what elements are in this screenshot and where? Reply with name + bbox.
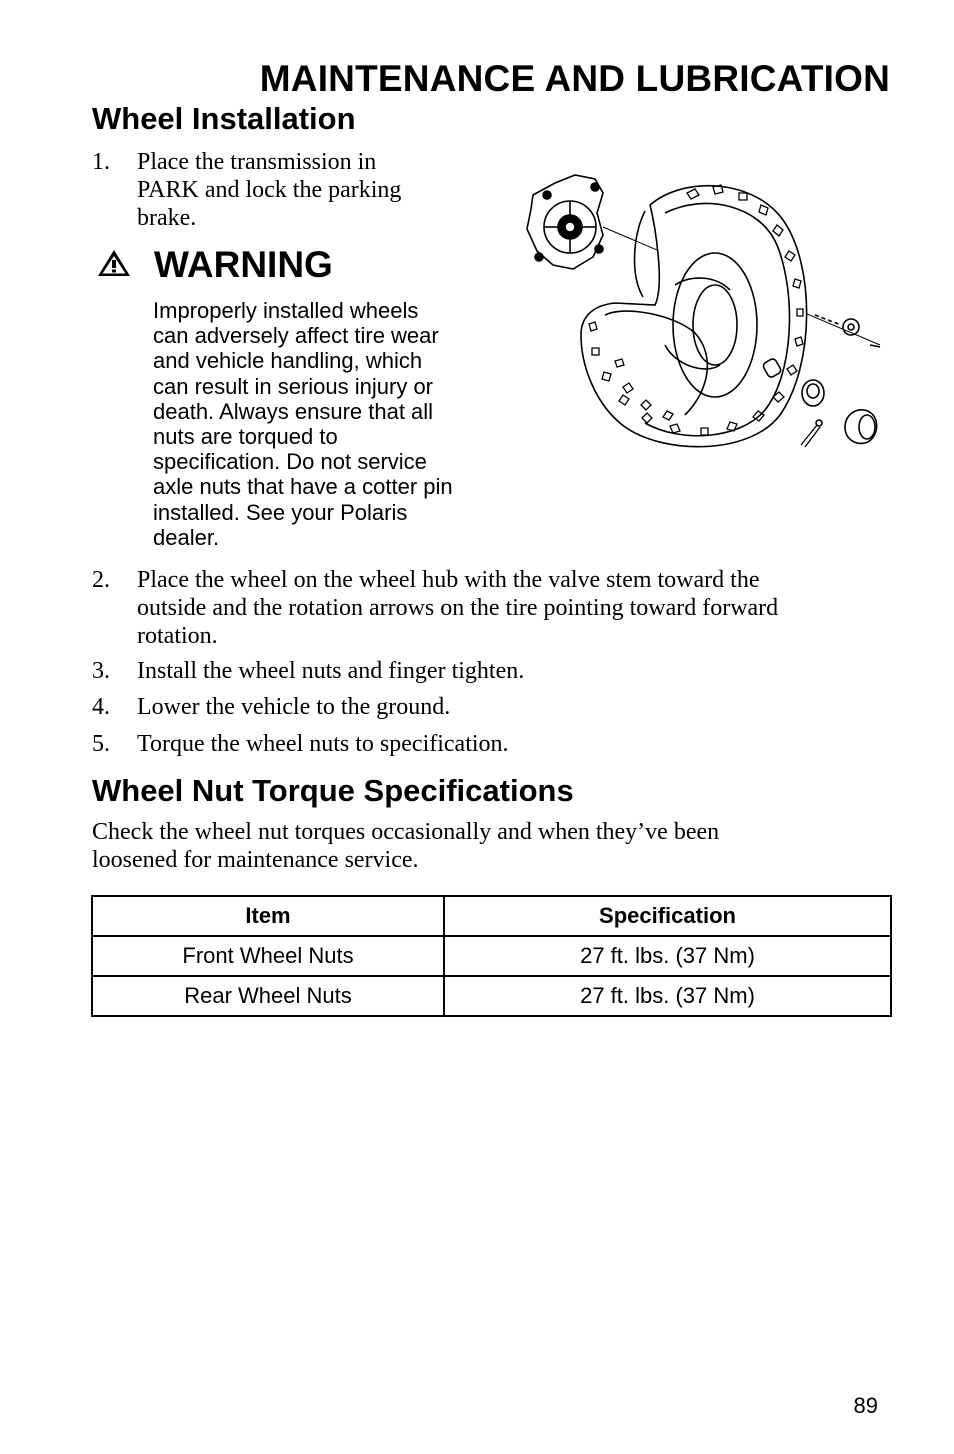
section-heading-wheel-installation: Wheel Installation — [92, 101, 356, 136]
step-line: Lower the vehicle to the ground. — [137, 694, 451, 720]
table-row — [92, 936, 891, 976]
step-2 — [92, 566, 778, 650]
step-number: 2. — [92, 567, 110, 593]
warning-text — [153, 298, 503, 550]
step-5 — [92, 730, 509, 758]
torque-spec-table — [91, 895, 892, 1017]
warning-label: WARNING — [154, 244, 333, 285]
warning-line: nuts are torqued to — [153, 424, 338, 450]
table-header-row — [92, 896, 891, 936]
table-cell-specification: 27 ft. lbs. (37 Nm) — [444, 936, 891, 976]
step-line: outside and the rotation arrows on the tire pointing toward forward — [137, 595, 779, 621]
paragraph-line: Check the wheel nut torques occasionally and when they’ve been — [92, 819, 720, 845]
step-line: Place the wheel on the wheel hub with the valve stem toward the — [137, 567, 760, 593]
wheel-hub-drawing — [527, 175, 603, 269]
warning-line: Improperly installed wheels — [153, 298, 419, 323]
step-number: 4. — [92, 694, 110, 720]
torque-paragraph — [92, 818, 892, 874]
warning-line: and vehicle handling, which — [153, 348, 423, 374]
step-line: brake. — [137, 205, 197, 231]
section-heading-torque-specs: Wheel Nut Torque Specifications — [92, 773, 574, 808]
table-cell-item: Front Wheel Nuts — [92, 936, 444, 976]
step-line: PARK and lock the parking — [137, 177, 402, 203]
warning-line: can adversely affect tire wear — [153, 323, 439, 349]
warning-triangle-icon — [96, 248, 132, 283]
step-4 — [92, 693, 450, 721]
step-3 — [92, 657, 524, 685]
step-1 — [92, 148, 401, 232]
warning-line: specification. Do not service — [153, 449, 427, 475]
warning-header — [96, 244, 333, 286]
step-number: 5. — [92, 731, 110, 757]
warning-line: installed. See your Polaris — [153, 499, 408, 525]
step-number: 1. — [92, 149, 110, 175]
warning-line: axle nuts that have a cotter pin — [153, 474, 453, 500]
tire-drawing — [581, 185, 807, 447]
step-line: rotation. — [137, 623, 218, 649]
table-row — [92, 976, 891, 1016]
warning-line: death. Always ensure that all — [153, 398, 434, 424]
wheel-assembly-illustration — [515, 165, 890, 460]
page-number: 89 — [853, 1393, 878, 1418]
column-header-item: Item — [92, 896, 444, 936]
paragraph-line: loosened for maintenance service. — [92, 847, 419, 873]
step-line: Torque the wheel nuts to specification. — [137, 731, 509, 757]
warning-line: can result in serious injury or — [153, 373, 434, 399]
table-cell-item: Rear Wheel Nuts — [92, 976, 444, 1016]
wheel-nut-drawing — [801, 315, 880, 447]
column-header-specification: Specification — [444, 896, 891, 936]
chapter-title: MAINTENANCE AND LUBRICATION — [259, 58, 890, 99]
step-line: Place the transmission in — [137, 149, 377, 175]
table-cell-specification: 27 ft. lbs. (37 Nm) — [444, 976, 891, 1016]
warning-line: dealer. — [153, 524, 220, 550]
step-line: Install the wheel nuts and finger tighten. — [137, 658, 525, 684]
step-number: 3. — [92, 658, 110, 684]
